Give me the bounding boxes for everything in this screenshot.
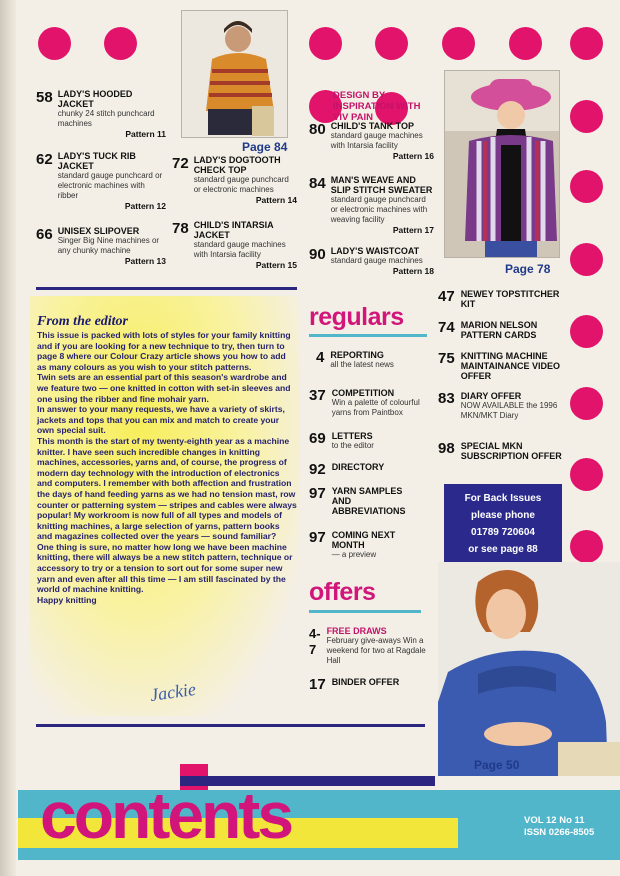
editor-signature: Jackie [148,678,198,706]
item-title: NEWEY TOPSTITCHER KIT [460,289,560,309]
page-number: 17 [309,676,326,693]
pattern-desc: standard gauge machines with Intarsia facility [330,131,423,150]
page-number: 47 [438,288,455,305]
page-number: 84 [309,175,326,192]
dot [570,170,603,203]
section-rule [36,287,297,290]
regulars-item [309,431,434,451]
pattern-desc: standard gauge punchcard or electronic machines [193,175,289,194]
editor-paragraph: In answer to your many requests, we have a variety of skirts, jackets and tops that you can mix and match to create your own special suit. [37,404,285,436]
page-number: 4 [316,349,325,366]
dot [570,27,603,60]
page-number: 92 [309,461,326,478]
editor-paragraph: One thing is sure, no matter how long we have been machine knitting, there will always be a new stitch pattern, technique or accessory to try or a tension to sort out for some super new yarn and even after all this time — I am still fascinated by the world of machine knitting. [37,541,293,595]
pattern-title: UNISEX SLIPOVER [57,226,140,236]
page-number: 97 [309,485,326,502]
pattern-desc: chunky 24 stitch punchcard machines [57,109,155,128]
dot [570,458,603,491]
pattern-entry-84 [309,175,434,235]
item-title: DIRECTORY [331,462,385,472]
item-title: FREE DRAWS [326,626,387,636]
offers-item [309,677,434,693]
dot [309,27,342,60]
back-issues-phone: 01789 720604 [471,527,535,538]
item-title: LETTERS [331,431,373,441]
pattern-entry-72 [172,155,297,205]
pattern-entry-66 [36,226,166,266]
pattern-number: Pattern 12 [124,201,166,211]
page-number: 58 [36,89,53,106]
item-desc: NOW AVAILABLE the 1996 MKN/MKT Diary [460,401,558,420]
dot [104,27,137,60]
offers-item [309,626,434,666]
photo-woman-sweater [438,562,620,776]
page-number: 62 [36,151,53,168]
regulars-item [438,441,563,461]
masthead-issue [524,815,594,839]
pattern-desc: standard gauge punchcard or electronic machines with ribber [57,171,163,200]
back-issues-line: or see page 88 [468,544,538,555]
pattern-entry-62 [36,151,166,211]
caption-page-84: Page 84 [242,140,288,154]
page-number: 72 [172,155,189,172]
item-title: YARN SAMPLES AND ABBREVIATIONS [331,486,406,516]
page-number: 90 [309,246,326,263]
pattern-number: Pattern 16 [392,151,434,161]
editor-title: From the editor [37,314,129,329]
pattern-number: Pattern 13 [124,256,166,266]
dot [570,100,603,133]
item-title: BINDER OFFER [331,677,400,687]
page-number: 78 [172,220,189,237]
dot [570,243,603,276]
pattern-title: LADY'S WAISTCOAT [330,246,420,256]
dot [38,27,71,60]
item-desc: February give-aways Win a weekend for two at Ragdale Hall [326,636,426,665]
pattern-desc: standard gauge machines [330,256,423,265]
caption-page-78: Page 78 [505,262,551,276]
regulars-item [438,289,563,309]
pattern-number: Pattern 11 [125,129,166,139]
pattern-number: Pattern 17 [392,225,434,235]
pattern-number: Pattern 14 [255,195,297,205]
regulars-item [309,388,434,418]
volume-label: VOL 12 No 11 [524,815,585,826]
page-number: 83 [438,390,455,407]
page-number: 66 [36,226,53,243]
pattern-desc: standard gauge machines with Intarsia facility [193,240,286,259]
editor-paragraph: Twin sets are an essential part of this season's wardrobe and we feature two — one knitted in cotton with set-in sleeves and one using the ribber and fine mohair yarn. [37,372,291,404]
item-desc: — a preview [331,550,377,559]
pattern-number: Pattern 15 [255,260,297,270]
binding-gutter [0,0,16,876]
pattern-entry-58 [36,89,166,139]
offers-heading: offers [309,578,376,606]
pattern-number: Pattern 18 [392,266,434,276]
item-title: COMPETITION [331,388,395,398]
dot [570,387,603,420]
editor-letter [37,330,297,605]
pattern-title: LADY'S TUCK RIB JACKET [57,151,136,171]
pattern-title: LADY'S DOGTOOTH CHECK TOP [193,155,281,175]
pattern-desc: Singer Big Nine machines or any chunky machine [57,236,160,255]
regulars-item [438,351,563,381]
masthead-title: contents [40,778,292,852]
page-number: 97 [309,529,326,546]
regulars-item [438,391,563,421]
editor-paragraph: This month is the start of my twenty-eighth year as a machine knitter. I have seen such incredible changes in knitting machines, accessories, yarns and, of course, the progress of modern day technology with the introduction of electronics and computers. I remember with both affection and frustration the days of hand feeding yarns as we had no tension mast, row counter or patterning system — stripes and cables were always popular! My workroom is now full of all types and models of knitting machines, a large selection of yarns, pattern books and magazines collected over the years — sound familiar? [37,435,297,542]
regulars-heading: regulars [309,303,404,331]
item-title: SPECIAL MKN SUBSCRIPTION OFFER [460,441,562,461]
regulars-item [438,320,563,340]
editor-paragraph: This issue is packed with lots of styles for your family knitting and if you are looking for a new technique to try, then turn to page 8 where our Colour Crazy article shows you how to add as many colours as you wish to your stitch patterns. [37,330,291,372]
item-desc: Win a palette of colourful yarns from Paintbox [331,398,420,417]
regulars-item [309,486,424,516]
regulars-underline [309,334,427,337]
pattern-entry-78 [172,220,297,270]
issn-label: ISSN 0266-8505 [524,827,595,838]
page-number: 37 [309,387,326,404]
back-issues-line: For Back Issues [464,493,542,504]
offers-underline [309,610,421,613]
pattern-title: CHILD'S INTARSIA JACKET [193,220,274,240]
regulars-item [316,350,436,370]
dot [375,27,408,60]
item-title: COMING NEXT MONTH [331,530,396,550]
pattern-entry-90 [309,246,434,276]
item-title: MARION NELSON PATTERN CARDS [460,320,538,340]
back-issues-box [444,484,562,564]
editor-paragraph: Happy knitting [37,594,97,605]
back-issues-line: please phone [471,510,535,521]
pattern-entry-80 [309,121,434,161]
pattern-title: MAN'S WEAVE AND SLIP STITCH SWEATER [330,175,433,195]
page-number: 80 [309,121,326,138]
dot [509,27,542,60]
item-title: DIARY OFFER [460,391,522,401]
pattern-desc: standard gauge punchcard or electronic machines with weaving facility [330,195,428,224]
photo-girl-hat [444,70,560,258]
page-number: 74 [438,319,455,336]
regulars-item [309,462,434,478]
dot [570,530,603,563]
dot [442,27,475,60]
page-number: 4-7 [309,626,321,657]
page-number: 98 [438,440,455,457]
item-title: KNITTING MACHINE MAINTAINANCE VIDEO OFFER [460,351,561,381]
pattern-title: LADY'S HOODED JACKET [57,89,133,109]
caption-page-50: Page 50 [474,758,520,772]
regulars-item [309,530,419,560]
pattern-title: CHILD'S TANK TOP [330,121,414,131]
dot [570,315,603,348]
section-rule [36,724,425,727]
item-desc: to the editor [331,441,374,450]
item-desc: all the latest news [330,360,394,369]
design-by-heading: DESIGN BY INSPIRATION WITH VIV PAIN [333,90,421,123]
page-number: 69 [309,430,326,447]
item-title: REPORTING [330,350,384,360]
photo-man-sweater [181,10,288,138]
page-number: 75 [438,350,455,367]
